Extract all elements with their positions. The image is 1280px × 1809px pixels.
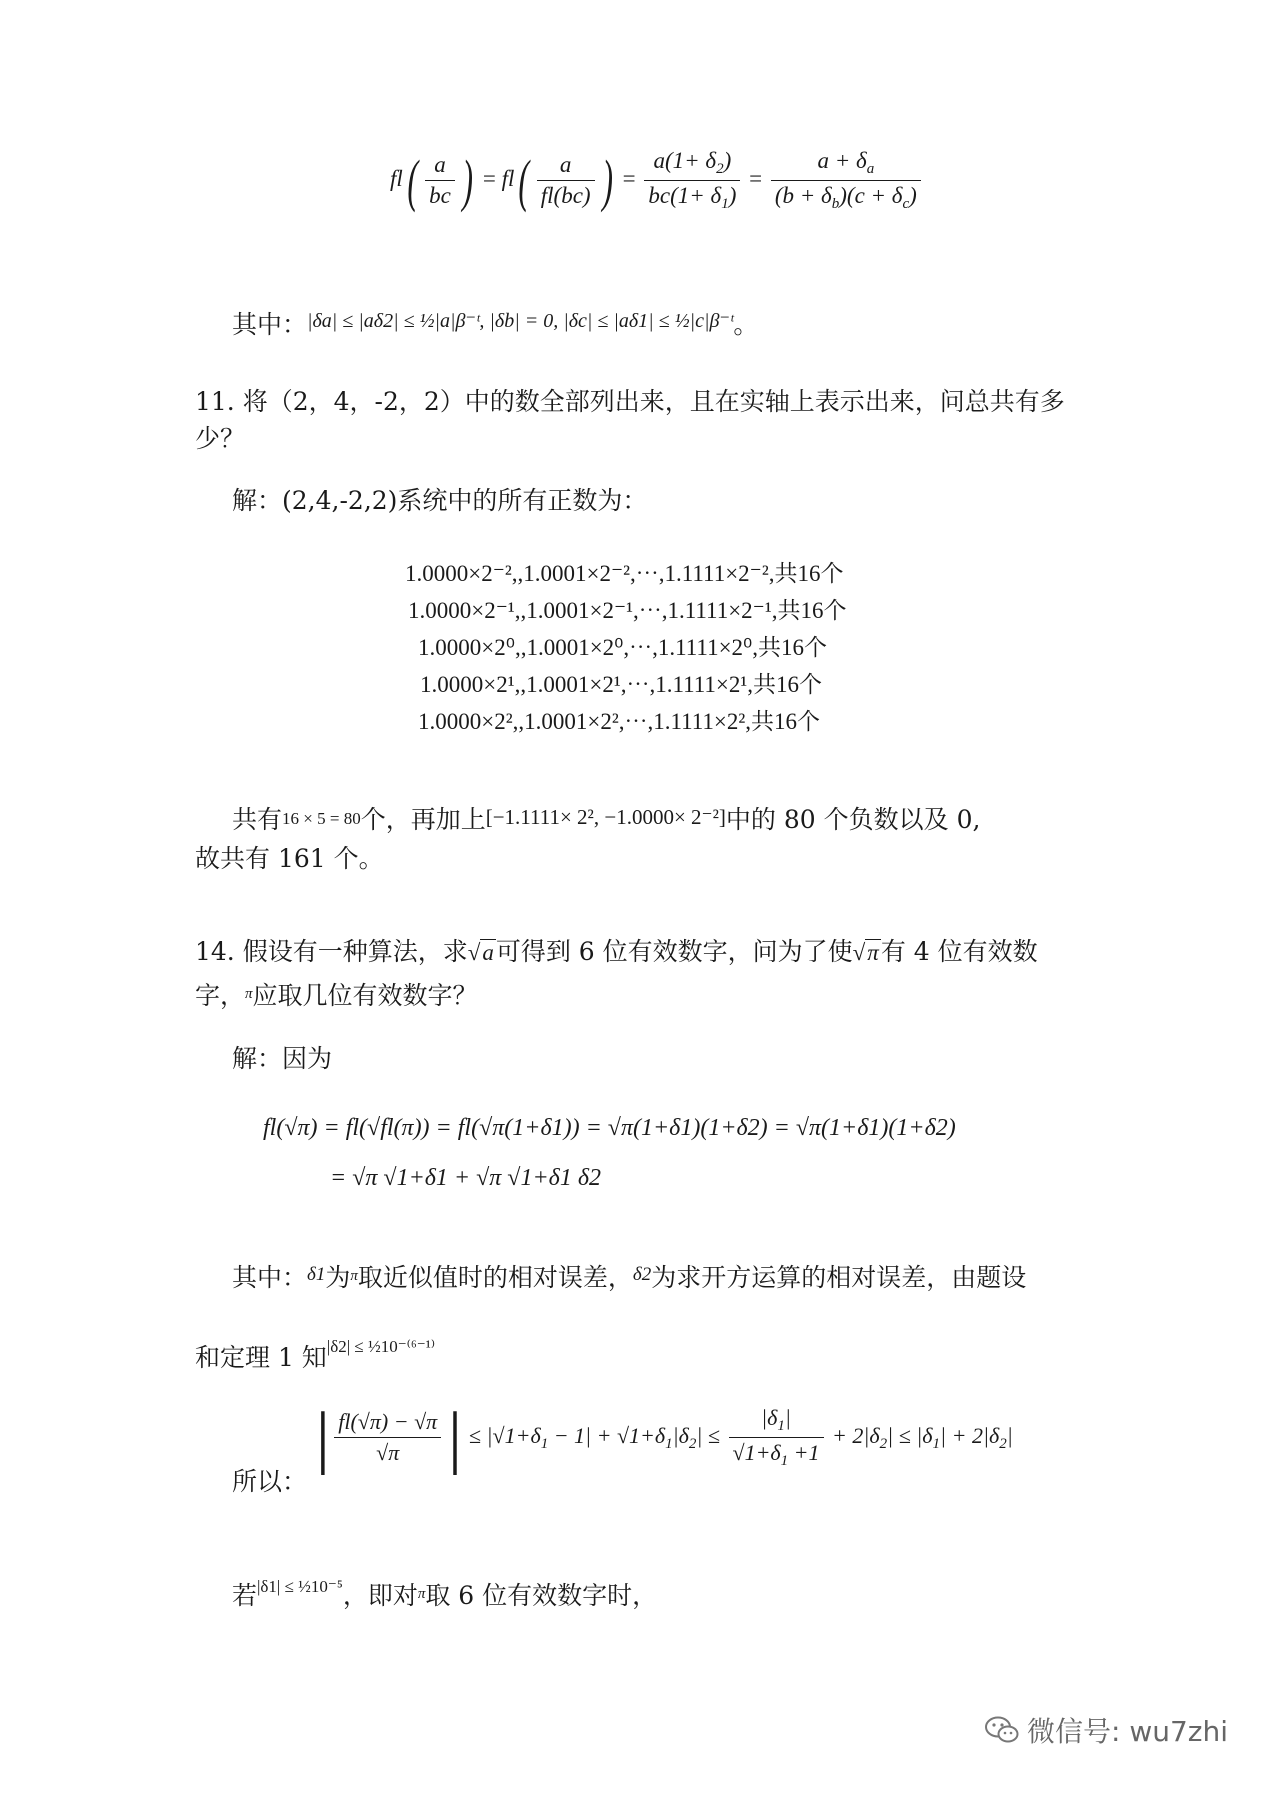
frac-den: bc [425, 180, 455, 209]
sqrt-pi: √π [852, 940, 879, 965]
rhs2-den-mid: )(c + δ [839, 183, 903, 208]
sqrt-a: √a [467, 940, 494, 965]
abs-right: | [444, 1398, 464, 1476]
equals-sign: = [482, 165, 496, 191]
where-line-3 [195, 1330, 435, 1375]
paren-left: ( [407, 147, 418, 213]
where2-a: 为 [325, 1263, 351, 1292]
where-label: 其中： [232, 310, 308, 339]
watermark-text: 微信号: wu7zhi [1027, 1715, 1229, 1748]
pi-symbol-2: π [350, 1268, 358, 1284]
solution-intro-text: (2,4,-2,2)系统中的所有正数为： [282, 486, 648, 515]
where2-b: 取近似值时的相对误差， [357, 1263, 633, 1292]
equation-fl-a-bc [390, 148, 924, 213]
equals-sign-2: = [622, 165, 636, 191]
equation-fl-sqrt-pi-line-1: fl(√π) = fl(√fl(π)) = fl(√π(1+δ1)) = √π(1+δ1)(1+δ2) = √π(1+δ1)(1+δ2) [263, 1115, 956, 1141]
fraction-a-flbc [537, 152, 595, 209]
rhs2-den-sub-c: c [902, 196, 910, 212]
if-tail-a: ，即对 [342, 1581, 418, 1610]
positive-number-row-1: 1.0000×2⁻²,,1.0001×2⁻²,⋯,1.1111×2⁻²,共16个 [405, 561, 844, 586]
rhs1-den-text: bc(1+ δ [648, 183, 722, 208]
rhs1-num-sub: 2 [716, 161, 724, 177]
bound-num: $|\delta_1|$ [761, 1405, 791, 1434]
fl-symbol: fl [390, 165, 403, 191]
bound-fraction [729, 1405, 824, 1470]
frac-den-2: fl(bc) [537, 180, 595, 209]
paren-right-2: ) [601, 147, 613, 213]
bound-den: $√1+\delta_1 +1$ [729, 1437, 824, 1470]
positive-number-row-5: 1.0000×2²,,1.0001×2²,⋯,1.1111×2²,共16个 [418, 709, 821, 734]
ineq-rest-1: ≤ $|√1+\delta_1 - 1| + √1+\delta_1|\delta_2|$ ≤ [468, 1422, 720, 1452]
sqrt-a-radicand: a [482, 940, 494, 965]
rhs2-den: $(b + \delta_b)(c + \delta_c)$ [771, 180, 921, 213]
question-14-line-2 [195, 977, 478, 1013]
equals-sign-3: = [749, 165, 763, 191]
solution-11-intro [232, 484, 647, 518]
total-mid: 个，再加上 [360, 805, 486, 834]
fraction-rhs1 [644, 148, 740, 213]
rhs2-num-sub: a [866, 161, 875, 177]
question-11-line-1: 11. 将（2，4，-2，2）中的数全部列出来，且在实轴上表示出来，问总共有多 [195, 387, 1065, 416]
ineq-rest-2: + $2|\delta_2| \le |\delta_1| + 2|\delta_2|$ [832, 1422, 1013, 1452]
total-count-line-2: 故共有 161 个。 [195, 844, 384, 873]
q14-part-2: 可得到 6 位有效数字，问为了使 [495, 937, 853, 966]
total-pre: 共有 [232, 805, 283, 834]
where-expression: |δa| ≤ |aδ2| ≤ ½|a|β⁻ᵗ, |δb| = 0, |δc| ≤ |aδ1| ≤ ½|c|β⁻ᵗ [307, 310, 734, 332]
total-count-line-1 [232, 800, 980, 837]
total-expression: 16 × 5 = 80 [282, 809, 361, 828]
frac-num-2: a [559, 152, 572, 177]
rhs2-den-text: (b + δ [774, 183, 832, 208]
fraction-a-bc [425, 152, 455, 209]
where-tail: 。 [733, 310, 759, 339]
frac-num: a [434, 152, 446, 177]
rhs1-num: $a(1+ \delta_2)$ [653, 148, 732, 177]
positive-number-row-2: 1.0000×2⁻¹,,1.0001×2⁻¹,⋯,1.1111×2⁻¹,共16个 [408, 598, 847, 623]
wechat-icon [985, 1716, 1019, 1744]
error-inequality [312, 1398, 1013, 1476]
question-14-line-1 [195, 935, 1038, 970]
where-line-2 [232, 1258, 1026, 1295]
theorem-text: 和定理 1 知 [195, 1343, 327, 1372]
total-post: 中的 80 个负数以及 0, [725, 805, 981, 834]
rel-num: fl(√π) − √π [338, 1409, 438, 1434]
q14-line2-a: 字， [195, 981, 246, 1010]
q14-line2-b: 应取几位有效数字？ [252, 981, 478, 1010]
rhs1-den: $bc(1+ \delta_1)$ [644, 180, 740, 213]
rhs2-den-sub-b: b [831, 196, 840, 212]
rhs1-num-text: a(1+ δ [653, 148, 717, 173]
rhs2-num [771, 148, 921, 180]
watermark [985, 1710, 1228, 1750]
pi-symbol-3: π [417, 1586, 426, 1602]
delta-1: δ1 [307, 1264, 326, 1285]
abs-left: | [312, 1398, 332, 1476]
positive-number-row-4: 1.0000×2¹,,1.0001×2¹,⋯,1.1111×2¹,共16个 [420, 672, 823, 697]
relative-error-fraction [334, 1409, 441, 1466]
pi-symbol: π [245, 986, 253, 1002]
where-line-1 [232, 304, 758, 342]
rhs1-den-sub: 1 [721, 196, 729, 212]
delta-2: δ2 [632, 1264, 652, 1285]
so-label: 所以： [232, 1467, 308, 1496]
delta-2-bound: |δ2| ≤ ½10⁻⁽⁶⁻¹⁾ [326, 1337, 436, 1356]
if-label: 若 [232, 1581, 258, 1610]
negative-interval: [−1.1111× 2², −1.0000× 2⁻²] [485, 805, 726, 829]
solution-14-label: 解：因为 [232, 1044, 333, 1073]
paren-left-2: ( [518, 147, 530, 213]
rhs2-num-text: a + δ [817, 148, 867, 173]
question-11-line-2: 少？ [195, 424, 246, 453]
paren-right: ) [462, 147, 473, 213]
if-tail-b: 取 6 位有效数字时， [425, 1581, 658, 1610]
rel-den: √π [334, 1437, 441, 1466]
if-line [232, 1570, 657, 1613]
equation-fl-sqrt-pi-line-2: = √π √1+δ1 + √π √1+δ1 δ2 [330, 1165, 601, 1191]
fl-symbol-2: fl [501, 165, 515, 191]
solution-label: 解： [232, 486, 283, 515]
q14-part-1: 14. 假设有一种算法，求 [195, 937, 468, 966]
delta-1-bound: |δ1| ≤ ½10⁻⁵ [257, 1577, 343, 1596]
sqrt-pi-radicand: π [867, 940, 879, 965]
where-label-2: 其中： [232, 1263, 308, 1292]
positive-number-row-3: 1.0000×2⁰,,1.0001×2⁰,⋯,1.1111×2⁰,共16个 [418, 635, 828, 660]
where2-c: 为求开方运算的相对误差，由题设 [651, 1263, 1027, 1292]
q14-part-3: 有 4 位有效数 [880, 937, 1038, 966]
fraction-rhs2 [771, 148, 921, 213]
